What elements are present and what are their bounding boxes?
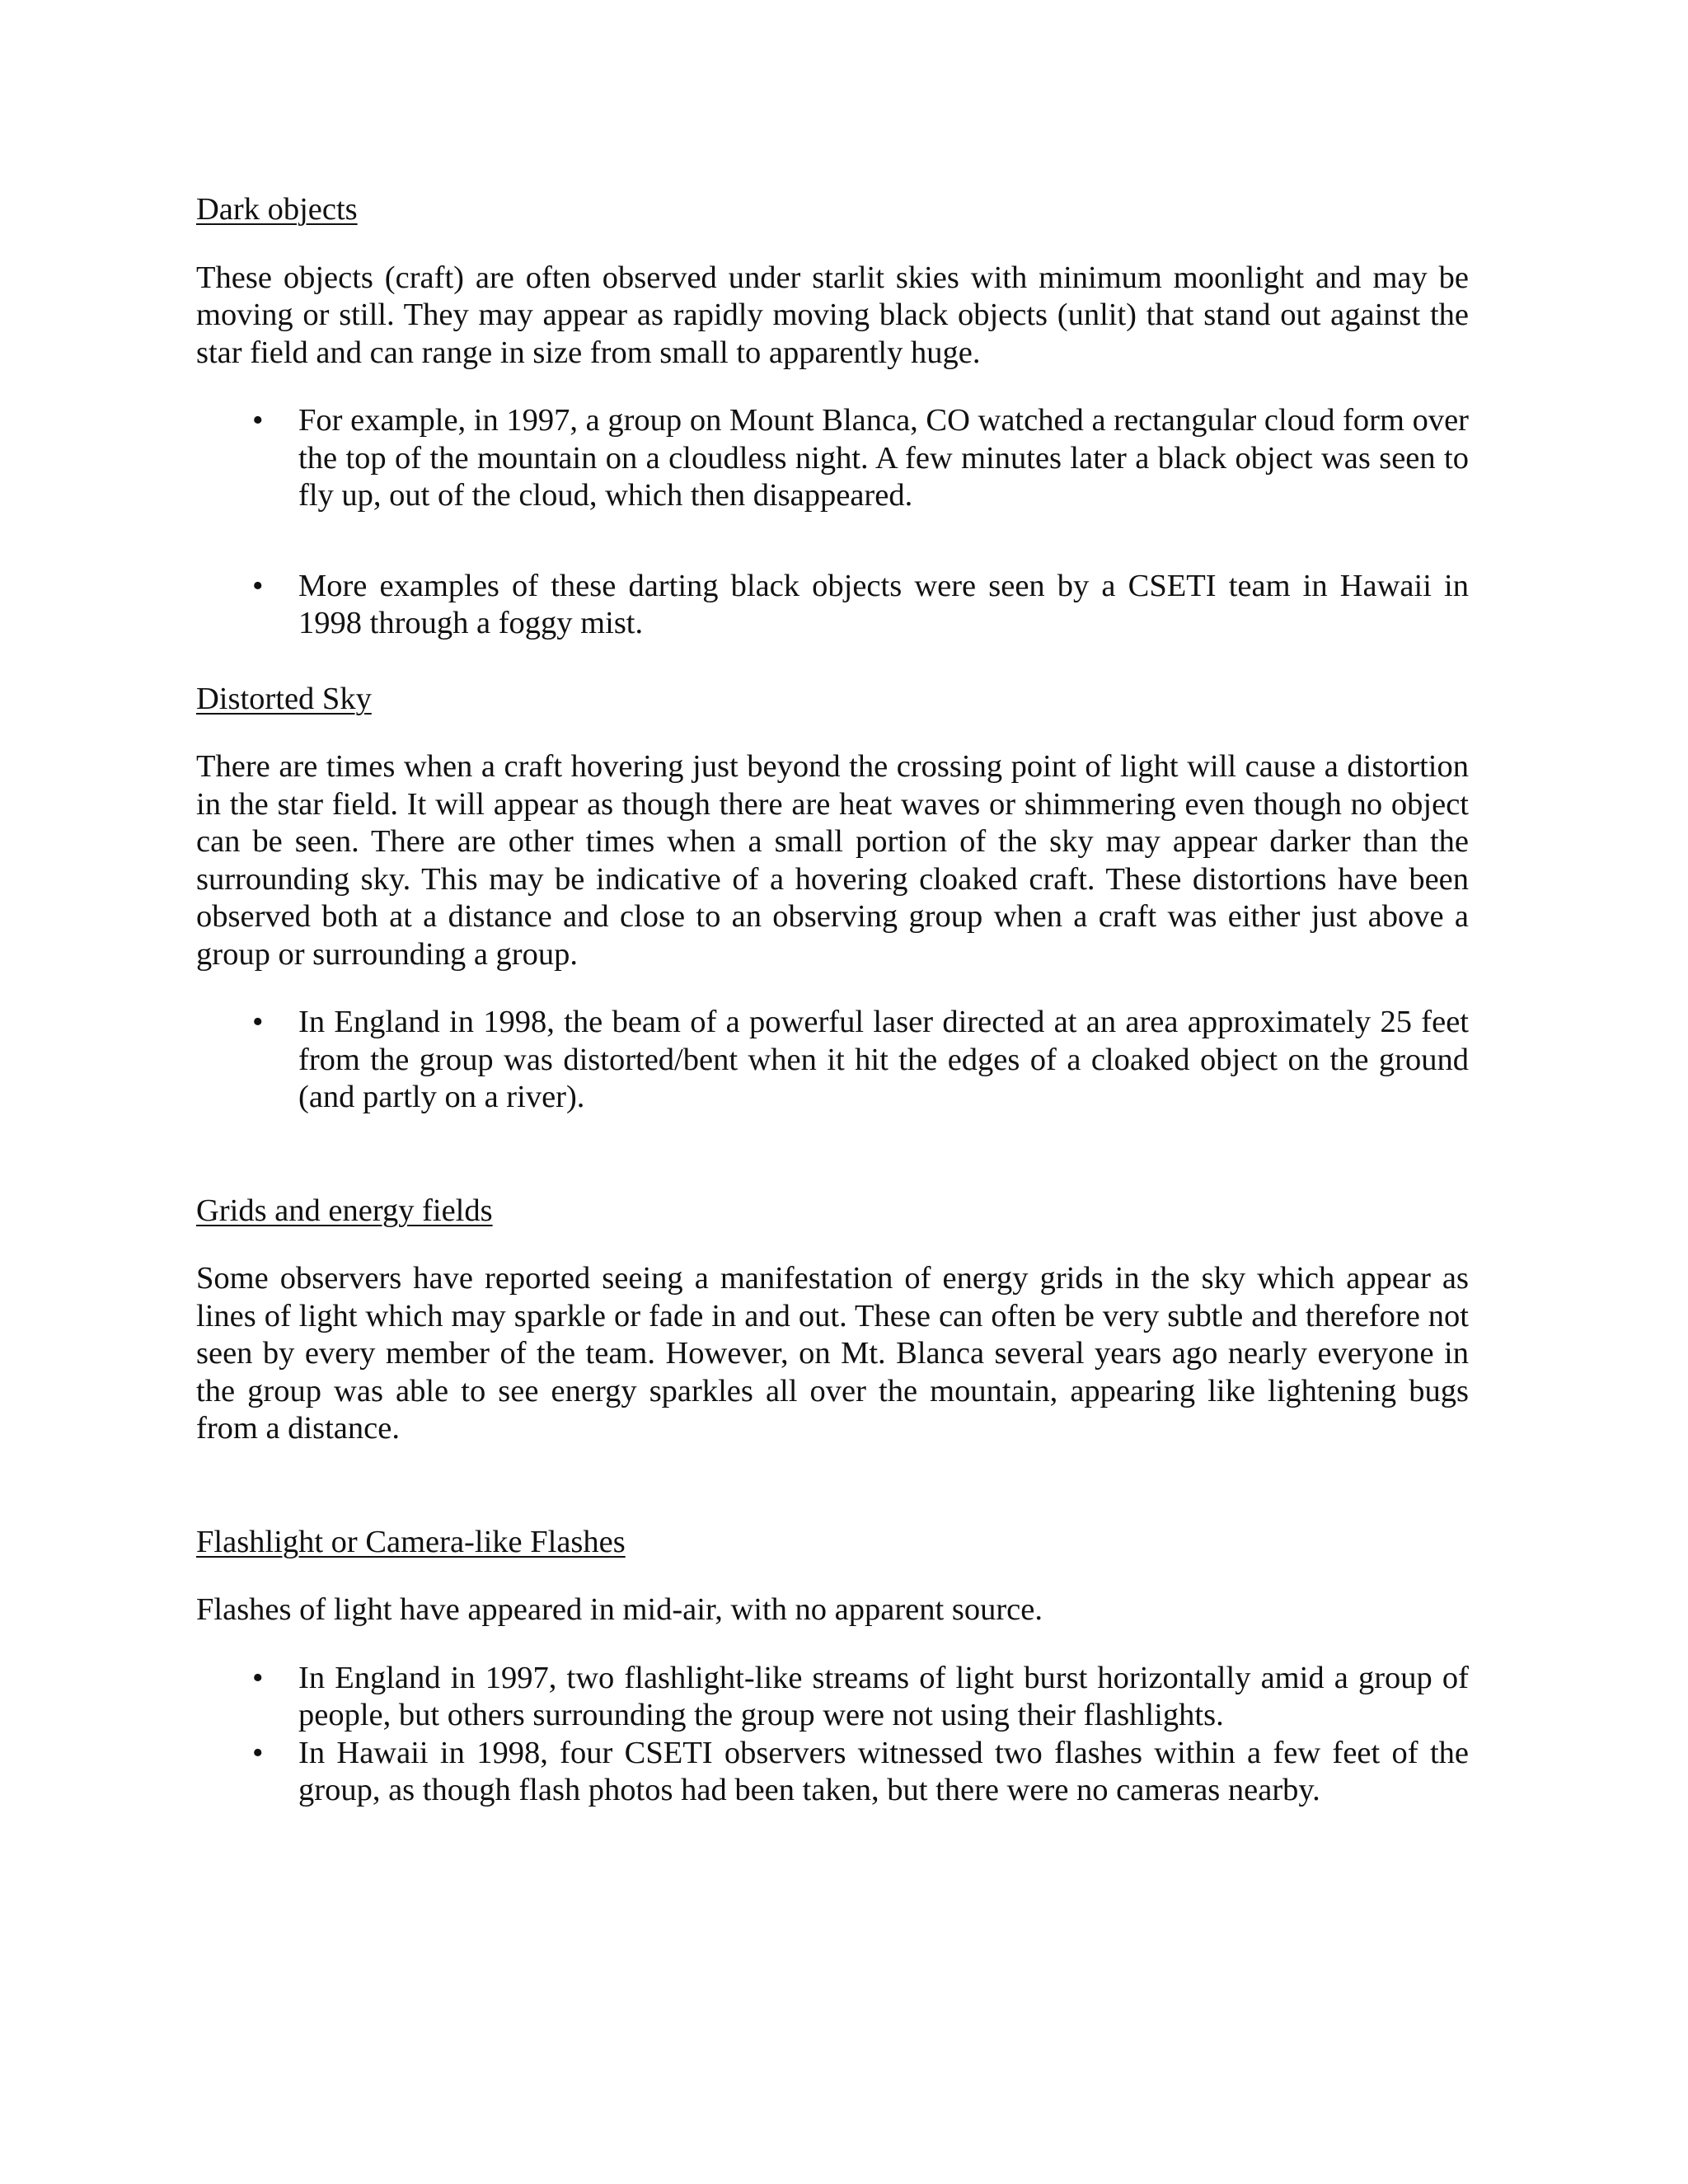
bullet-icon: • [252, 1735, 264, 1770]
bullet-list [196, 1004, 1469, 1117]
bullet-text: More examples of these darting black objects were seen by a CSETI team in Hawaii in 1998 through a foggy mist. [298, 568, 1469, 640]
bullet-item [196, 568, 1469, 643]
bullet-icon: • [252, 1660, 264, 1695]
section-distorted-sky [196, 681, 1469, 1117]
section-heading: Dark objects [196, 192, 358, 227]
bullet-icon: • [252, 1005, 264, 1039]
section-heading: Grids and energy fields [196, 1193, 493, 1228]
section-dark-objects [196, 191, 1469, 643]
bullet-list [196, 402, 1469, 643]
bullet-text: In England in 1997, two flashlight-like streams of light burst horizontally amid a group of people, but others surrounding the group were not using their flashlights. [298, 1660, 1469, 1732]
bullet-text: In England in 1998, the beam of a powerful laser directed at an area approximately 25 feet from the group was distorted/bent when it hit the edges of a cloaked object on the ground (and partly on a river). [298, 1005, 1469, 1114]
bullet-icon: • [252, 568, 264, 603]
bullet-item [196, 1004, 1469, 1117]
bullet-item [196, 402, 1469, 515]
section-paragraph: Some observers have reported seeing a manifestation of energy grids in the sky which appear as lines of light which may sparkle or fade in and out. These can often be very subtle and therefore not seen by every member of the team. However, on Mt. Blanca several years ago nearly everyone in the group was able to see energy sparkles all over the mountain, appearing like lightening bugs from a distance. [196, 1261, 1469, 1446]
section-heading: Distorted Sky [196, 681, 372, 716]
bullet-item [196, 1735, 1469, 1810]
section-grids-energy-fields [196, 1193, 1469, 1448]
section-paragraph: There are times when a craft hovering just beyond the crossing point of light will cause a distortion in the star field. It will appear as though there are heat waves or shimmering even though no object can be seen. There are other times when a small portion of the sky may appear darker than the surrounding sky. This may be indicative of a hovering cloaked craft. These distortions have been observed both at a distance and close to an observing group when a craft was either just above a group or surrounding a group. [196, 749, 1469, 972]
document-page [196, 191, 1469, 1810]
bullet-text: For example, in 1997, a group on Mount Blanca, CO watched a rectangular cloud form over the top of the mountain on a cloudless night. A few minutes later a black object was seen to fly up, out of the cloud, which then disappeared. [298, 403, 1469, 513]
bullet-item [196, 1660, 1469, 1735]
bullet-list [196, 1660, 1469, 1810]
bullet-text: In Hawaii in 1998, four CSETI observers witnessed two flashes within a few feet of the group, as though flash photos had been taken, but there were no cameras nearby. [298, 1735, 1469, 1807]
section-paragraph: Flashes of light have appeared in mid-air, with no apparent source. [196, 1592, 1043, 1627]
bullet-icon: • [252, 403, 264, 438]
section-flashlight-camera-flashes [196, 1524, 1469, 1810]
section-paragraph: These objects (craft) are often observed under starlit skies with minimum moonlight and may be moving or still. They may appear as rapidly moving black objects (unlit) that stand out against the star field and can range in size from small to apparently huge. [196, 260, 1469, 370]
section-heading: Flashlight or Camera-like Flashes [196, 1524, 626, 1559]
